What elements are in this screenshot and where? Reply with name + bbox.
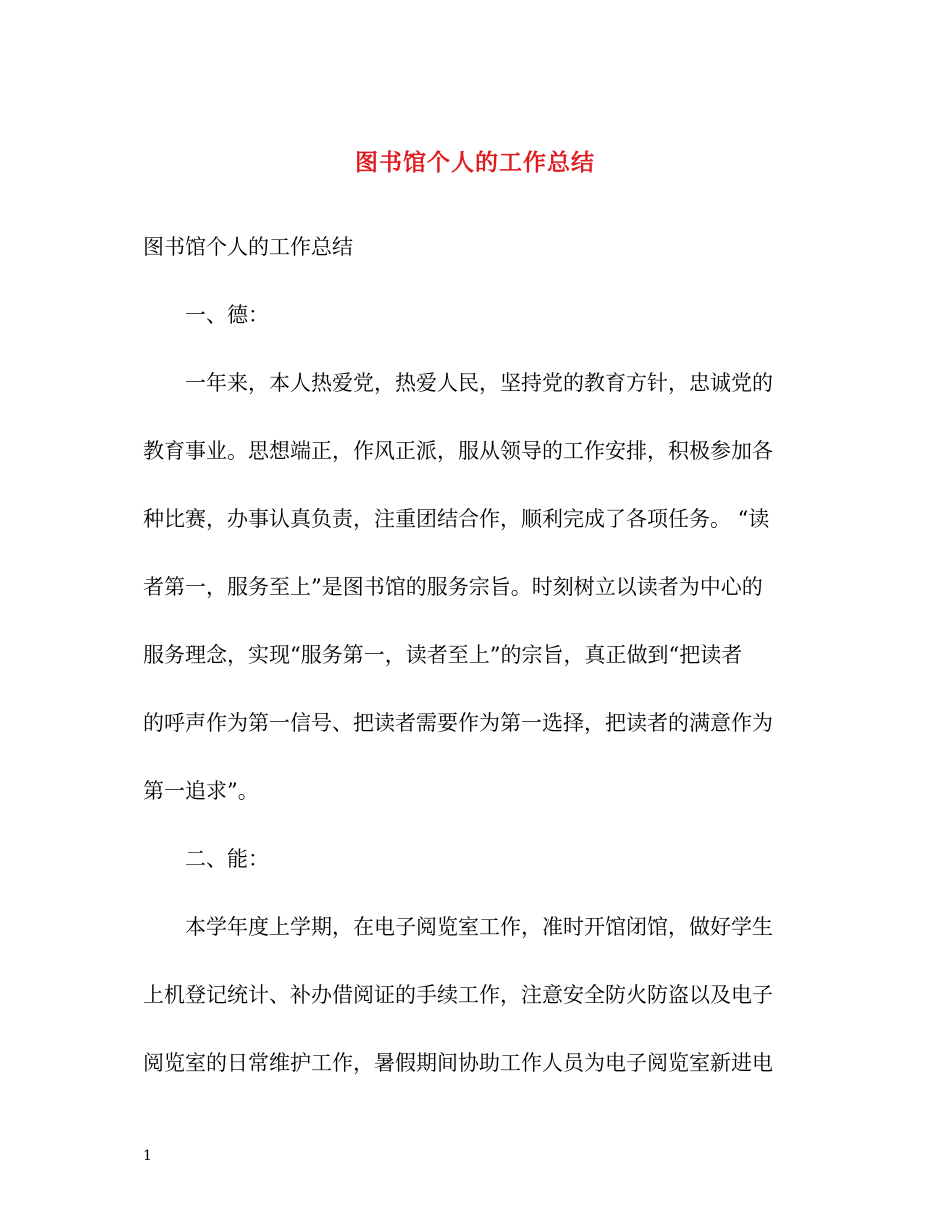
paragraph-line: 种比赛，办事认真负责，注重团结合作，顺利完成了各项任务。 “读 [143,507,770,531]
section-heading-virtue: 一、德： [185,303,269,327]
page-number: 1 [143,1148,152,1164]
paragraph-line: 者第一，服务至上”是图书馆的服务宗旨。时刻树立以读者为中心的 [143,575,763,599]
document-title: 图书馆个人的工作总结 [355,149,595,176]
paragraph-line: 的呼声作为第一信号、把读者需要作为第一选择，把读者的满意作为 [143,711,773,735]
paragraph-line: 上机登记统计、补办借阅证的手续工作，注意安全防火防盗以及电子 [143,983,773,1007]
paragraph-line: 服务理念，实现“服务第一，读者至上”的宗旨，真正做到“把读者 [143,643,743,667]
body-line-heading: 图书馆个人的工作总结 [143,235,353,259]
section-heading-ability: 二、能： [185,847,269,871]
paragraph-line: 阅览室的日常维护工作，暑假期间协助工作人员为电子阅览室新进电 [143,1051,773,1075]
paragraph-line: 本学年度上学期，在电子阅览室工作，准时开馆闭馆，做好学生 [185,915,773,939]
paragraph-line: 一年来，本人热爱党，热爱人民，坚持党的教育方针，忠诚党的 [185,371,773,395]
paragraph-line: 第一追求”。 [143,779,259,803]
document-body [143,230,808,1114]
paragraph-line: 教育事业。思想端正，作风正派，服从领导的工作安排，积极参加各 [143,439,773,463]
